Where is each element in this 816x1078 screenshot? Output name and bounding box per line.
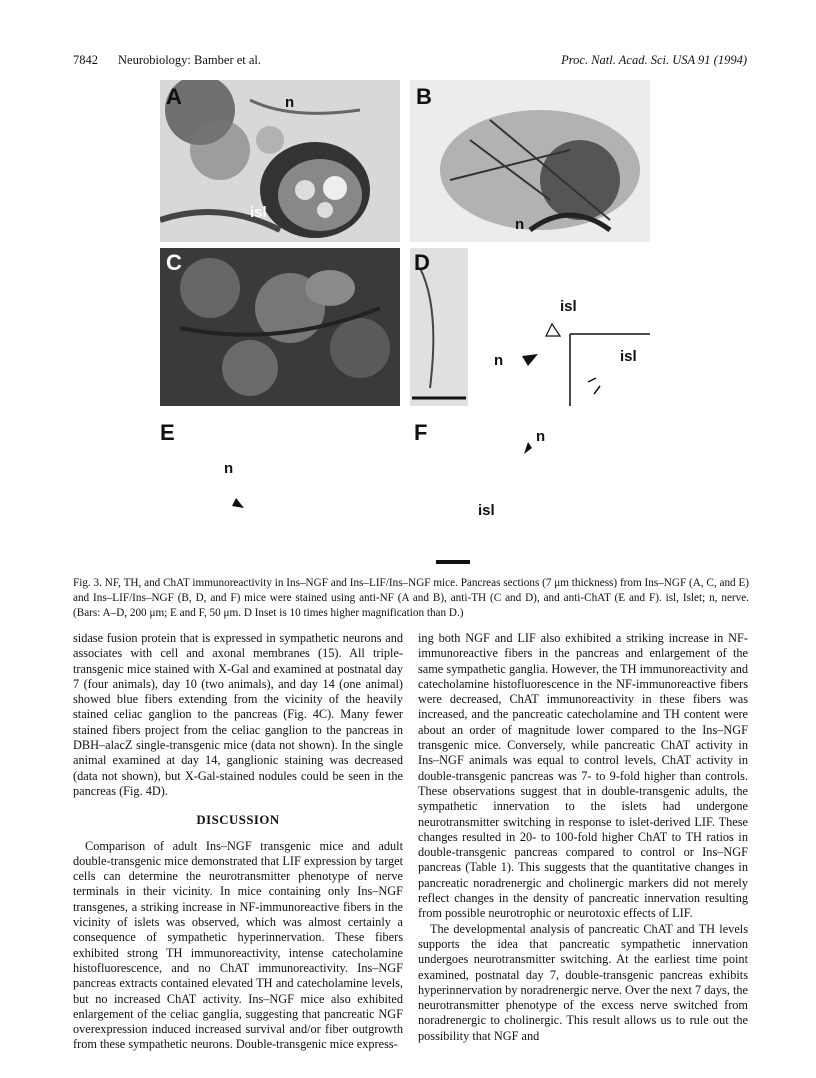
panel-d (410, 248, 650, 406)
panel-label-f: F (414, 420, 428, 445)
figure-caption (73, 576, 749, 621)
panel-e-nerve-label: n (224, 460, 234, 477)
right-paragraph-1: ing both NGF and LIF also exhibited a striking increase in NF-immunoreactive fibers in the pancreas and enlargement of the same sympathetic ganglia. However, the TH immunoreactivity and catecholamine histofluorescence in the NF-immunoreactive fibers were decreased, ChAT immunoreactivity in these fibers was increased, and the pancreatic catecholamine and TH content were about an order of magnitude lower compared to the Ins–NGF transgenic mice. Conversely, while pancreatic ChAT activity in Ins–NGF animals was equal to control levels, ChAT activity in double-transgenic pancreas was 7- to 9-fold higher than controls. These observations suggest that in double-transgenic adults, the sympathetic innervation to the islets had undergone neurotransmitter switching in response to islet-derived LIF. These changes resulted in 20- to 100-fold higher ChAT to TH ratios in double-transgenic pancreas compared to control or Ins–NGF pancreas (Table 1). This suggests that the quantitative changes in pancreatic noradrenergic and cholinergic markers did not merely reflect changes in the density of pancreatic innervation resulting from possible neurotrophic or neurotoxic effects of LIF. (418, 631, 748, 921)
panel-a-nerve-label: n (285, 94, 295, 111)
figure-3 (160, 80, 660, 570)
journal-citation: Proc. Natl. Acad. Sci. USA 91 (1994) (561, 53, 747, 67)
panel-b-micrograph (410, 80, 650, 242)
panel-d-nerve-label: n (494, 352, 504, 369)
panel-f-micrograph (410, 416, 650, 570)
panel-label-b: B (416, 84, 432, 109)
panel-label-a: A (166, 84, 182, 109)
panel-c (160, 248, 400, 406)
discussion-heading: DISCUSSION (196, 813, 280, 828)
panel-b (410, 80, 650, 242)
page-number: 7842 (73, 53, 98, 67)
panel-e-micrograph (160, 416, 400, 566)
panel-f-islet-label: isl (478, 502, 495, 519)
panel-a-micrograph (160, 80, 400, 242)
left-paragraph-1: sidase fusion protein that is expressed in sympathetic neurons and associates with cell and axonal membranes (15). All triple-transgenic mice stained with X-Gal and examined at postnatal day 7 (four animals), day 10 (two animals), and day 14 (one animal) showed blue fibers extending from the vicinity of the heavily stained celiac ganglion to the pancreas (Fig. 4C). Many fewer stained fibers project from the celiac ganglion to the pancreas in DBH–alacZ single-transgenic mice (data not shown). In the single animal examined at day 14, ganglionic staining was decreased (data not shown), but X-Gal-stained nodules could be seen in the pancreas (Fig. 4D). (73, 631, 403, 798)
panel-a-islet-label: isl (250, 204, 267, 221)
caption-label: Fig. 3. (73, 577, 102, 589)
running-head: Neurobiology: Bamber et al. (118, 53, 262, 67)
panel-e (160, 416, 400, 566)
panel-f (410, 416, 650, 570)
left-column (73, 631, 403, 1053)
panel-a (160, 80, 400, 242)
panel-label-c: C (166, 250, 182, 275)
panel-d-inset-islet-label: isl (620, 348, 637, 365)
panel-c-micrograph (160, 248, 400, 406)
right-paragraph-2: The developmental analysis of pancreatic ChAT and TH levels supports the idea that pancreatic sympathetic innervation undergoes neurotransmitter switching. At the earliest time point examined, postnatal day 7, double-transgenic pancreas exhibits hyperinnervation by noradrenergic nerve. Over the next 7 days, the neurotransmitter phenotype of the excess nerve switched from noradrenergic to cholinergic. This result allows us to rule out the possibility that NGF and (418, 921, 748, 1043)
left-paragraph-2: Comparison of adult Ins–NGF transgenic mice and adult double-transgenic mice demonstrated that LIF expression by target cells can determine the neurotransmitter phenotype of nerve terminals in their vicinity. In mice containing only Ins–NGF transgenes, a striking increase in NF-immunoreactive fibers in the vicinity of islets was observed, which was almost certainly a consequence of sympathetic hyperinnervation. These fibers exhibited strong TH immunoreactivity, intense catecholamine histofluorescence, and no ChAT immunoreactivity. Ins–NGF pancreas extracts contained elevated TH and catecholamine levels, but no increased ChAT activity. Ins–NGF mice also exhibited enlargement of the celiac ganglia, suggesting that pancreatic NGF overexpression induced increased survival and/or fiber outgrowth from these sympathetic neurons. Double-transgenic mice express- (73, 838, 403, 1052)
panel-b-nerve-label: n (515, 216, 525, 233)
panel-d-islet-label: isl (560, 298, 577, 315)
panel-d-micrograph (410, 248, 650, 406)
panel-f-nerve-label: n (536, 428, 546, 445)
right-column (418, 631, 748, 1044)
panel-label-d: D (414, 250, 430, 275)
caption-text: NF, TH, and ChAT immunoreactivity in Ins–NGF and Ins–LIF/Ins–NGF mice. Pancreas sections (7 μm thickness) from Ins–NGF (A, C, and E) and Ins–LIF/Ins–NGF (B, D, and F) mice were stained using anti-NF (A and B), anti-TH (C and D), and anti-ChAT (E and F). isl, Islet; n, nerve. (Bars: A–D, 200 μm; E and F, 50 μm. D Inset is 10 times higher magnification than D.) (73, 577, 750, 619)
panel-label-e: E (160, 420, 175, 445)
